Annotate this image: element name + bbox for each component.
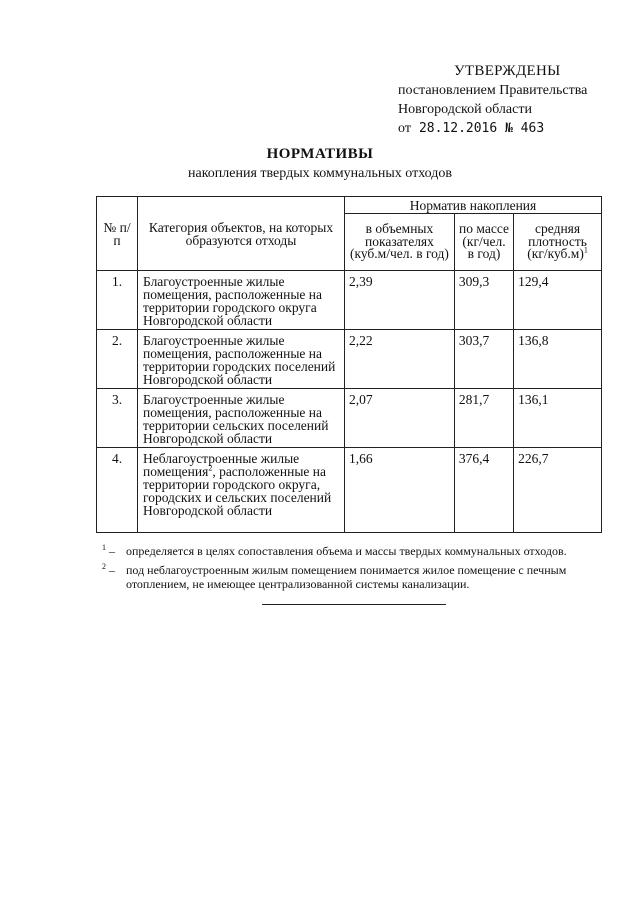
date-value: 28.12.2016 № 463: [418, 121, 545, 136]
footnote-marker: $^2$ –: [102, 562, 115, 577]
row-volume: 1,66: [345, 448, 455, 533]
row-mass: 281,7: [454, 389, 513, 448]
row-volume: 2,22: [345, 330, 455, 389]
approval-heading: УТВЕРЖДЕНЫ: [454, 63, 561, 79]
row-mass: 376,4: [454, 448, 513, 533]
header-mass: по массе (кг/чел. в год): [454, 214, 513, 271]
row-volume: 2,07: [345, 389, 455, 448]
table-row: [97, 330, 602, 389]
footnote-ref-2: 2: [208, 463, 213, 473]
row-category: Неблагоустроенные жилые помещения$^2$, расположенные на территории городского округа, городских и сельских поселений Новгородской области: [138, 448, 345, 533]
footnote-1: [102, 544, 602, 558]
row-num: 1.: [97, 271, 138, 330]
header-row-1: [97, 197, 602, 214]
row-category: Благоустроенные жилые помещения, расположенные на территории городского округа Новгородской области: [138, 271, 345, 330]
row-mass: 309,3: [454, 271, 513, 330]
row-density: 226,7: [514, 448, 602, 533]
header-norm-group: Норматив накопления: [345, 197, 602, 214]
row-category: Благоустроенные жилые помещения, расположенные на территории городских поселений Новгородской области: [138, 330, 345, 389]
norms-table: [96, 196, 602, 533]
table-row: [97, 389, 602, 448]
table-row: [97, 271, 602, 330]
approval-date-line: [398, 119, 587, 138]
footnote-text: под неблагоустроенным жилым помещением понимается жилое помещение с печным отоплением, не имеющее централизованной системы канализации.: [126, 563, 567, 591]
table-row: [97, 448, 602, 533]
footnote-2: [102, 563, 602, 591]
row-mass: 303,7: [454, 330, 513, 389]
row-density: 136,1: [514, 389, 602, 448]
approval-stamp: [398, 62, 587, 138]
approval-line-2: Новгородской области: [398, 102, 532, 117]
header-num: № п/п: [97, 197, 138, 271]
document-title: НОРМАТИВЫ: [266, 146, 374, 162]
header-density-text: средняя плотность (кг/куб.м): [527, 221, 587, 262]
row-num: 2.: [97, 330, 138, 389]
row-volume: 2,39: [345, 271, 455, 330]
document-subtitle: накопления твердых коммунальных отходов: [188, 166, 452, 181]
row-num: 3.: [97, 389, 138, 448]
footnote-marker: $^1$ –: [102, 543, 115, 558]
row-category: Благоустроенные жилые помещения, расположенные на территории сельских поселений Новгородской области: [138, 389, 345, 448]
row-density: 136,8: [514, 330, 602, 389]
header-volume: в объемных показателях (куб.м/чел. в год): [345, 214, 455, 271]
approval-line-1: постановлением Правительства: [398, 83, 588, 98]
closing-divider: [262, 604, 446, 605]
header-density: [514, 214, 602, 271]
footnote-ref-1: 1: [583, 245, 588, 255]
header-category: Категория объектов, на которых образуются отходы: [138, 197, 345, 271]
row-num: 4.: [97, 448, 138, 533]
date-prefix: от: [398, 121, 411, 136]
footnote-text: определяется в целях сопоставления объема и массы твердых коммунальных отходов.: [126, 544, 567, 558]
footnotes: [102, 544, 602, 596]
row-density: 129,4: [514, 271, 602, 330]
